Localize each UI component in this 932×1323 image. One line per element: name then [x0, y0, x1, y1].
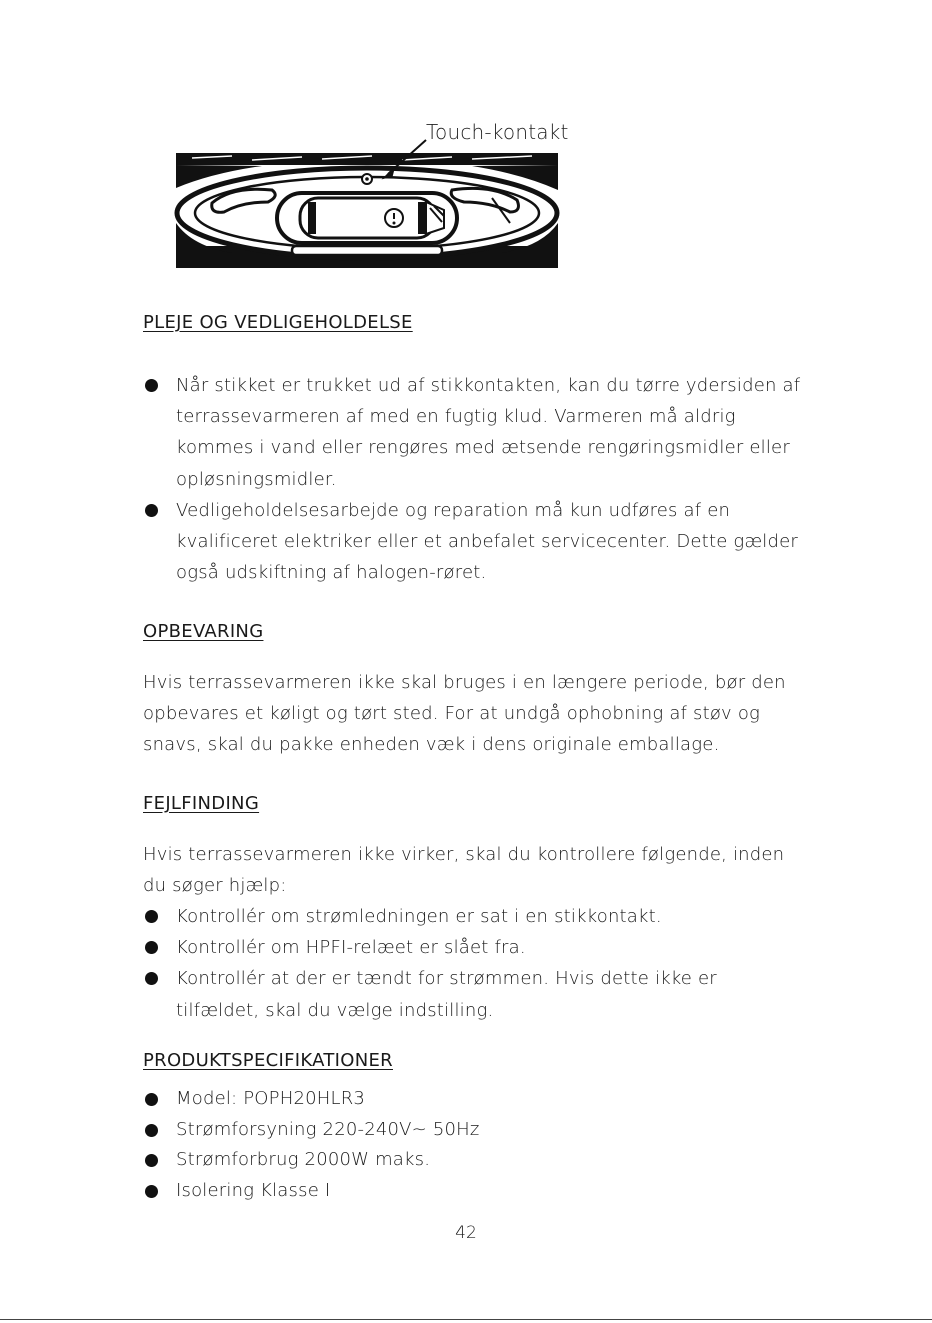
list-item: Kontrollér om HPFI-relæet er slået fra.	[143, 932, 803, 963]
bullet-icon	[145, 1093, 158, 1106]
specs-list	[143, 1084, 803, 1206]
storage-text: Hvis terrassevarmeren ikke skal bruges i en længere periode, bør den opbevares et køligt og tørt sted. For at undgå ophobning af støv og snavs, skal du pakke enheden væk i dens originale emballage.	[143, 672, 786, 756]
troubleshooting-heading: FEJLFINDING	[143, 793, 260, 814]
page-bottom-rule	[0, 1319, 932, 1320]
bullet-icon	[145, 504, 158, 517]
troubleshooting-list	[143, 901, 803, 1026]
specs-heading: PRODUKTSPECIFIKATIONER	[143, 1050, 393, 1071]
bullet-icon	[145, 379, 158, 392]
list-item: Strømforbrug 2000W maks.	[143, 1145, 803, 1176]
page-number: 42	[455, 1223, 477, 1243]
bullet-icon	[145, 1124, 158, 1137]
bullet-icon	[145, 1185, 158, 1198]
troubleshooting-intro: Hvis terrassevarmeren ikke virker, skal du kontrollere følgende, inden du søger hjælp:	[143, 844, 785, 897]
care-list	[143, 370, 803, 588]
list-item: Vedligeholdelsesarbejde og reparation må kun udføres af en kvalificeret elektriker eller et anbefalet servicecenter. Dette gælder også udskiftning af halogen-røret.	[143, 495, 803, 589]
list-item: Kontrollér at der er tændt for strømmen. Hvis dette ikke er tilfældet, skal du vælge indstilling.	[143, 963, 803, 1025]
touch-contact-label: Touch-kontakt	[426, 120, 569, 144]
list-item: Isolering Klasse I	[143, 1176, 803, 1207]
bullet-icon	[145, 941, 158, 954]
bullet-icon	[145, 972, 158, 985]
list-item: Når stikket er trukket ud af stikkontakten, kan du tørre ydersiden af terrassevarmeren af med en fugtig klud. Varmeren må aldrig kommes i vand eller rengøres med ætsende rengøringsmidler eller opløsningsmidler.	[143, 370, 803, 495]
list-item: Model: POPH20HLR3	[143, 1084, 803, 1115]
bullet-icon	[145, 910, 158, 923]
list-item: Strømforsyning 220-240V~ 50Hz	[143, 1115, 803, 1146]
list-item: Kontrollér om strømledningen er sat i en stikkontakt.	[143, 901, 803, 932]
care-heading: PLEJE OG VEDLIGEHOLDELSE	[143, 312, 413, 333]
storage-heading: OPBEVARING	[143, 621, 264, 642]
bullet-icon	[145, 1154, 158, 1167]
